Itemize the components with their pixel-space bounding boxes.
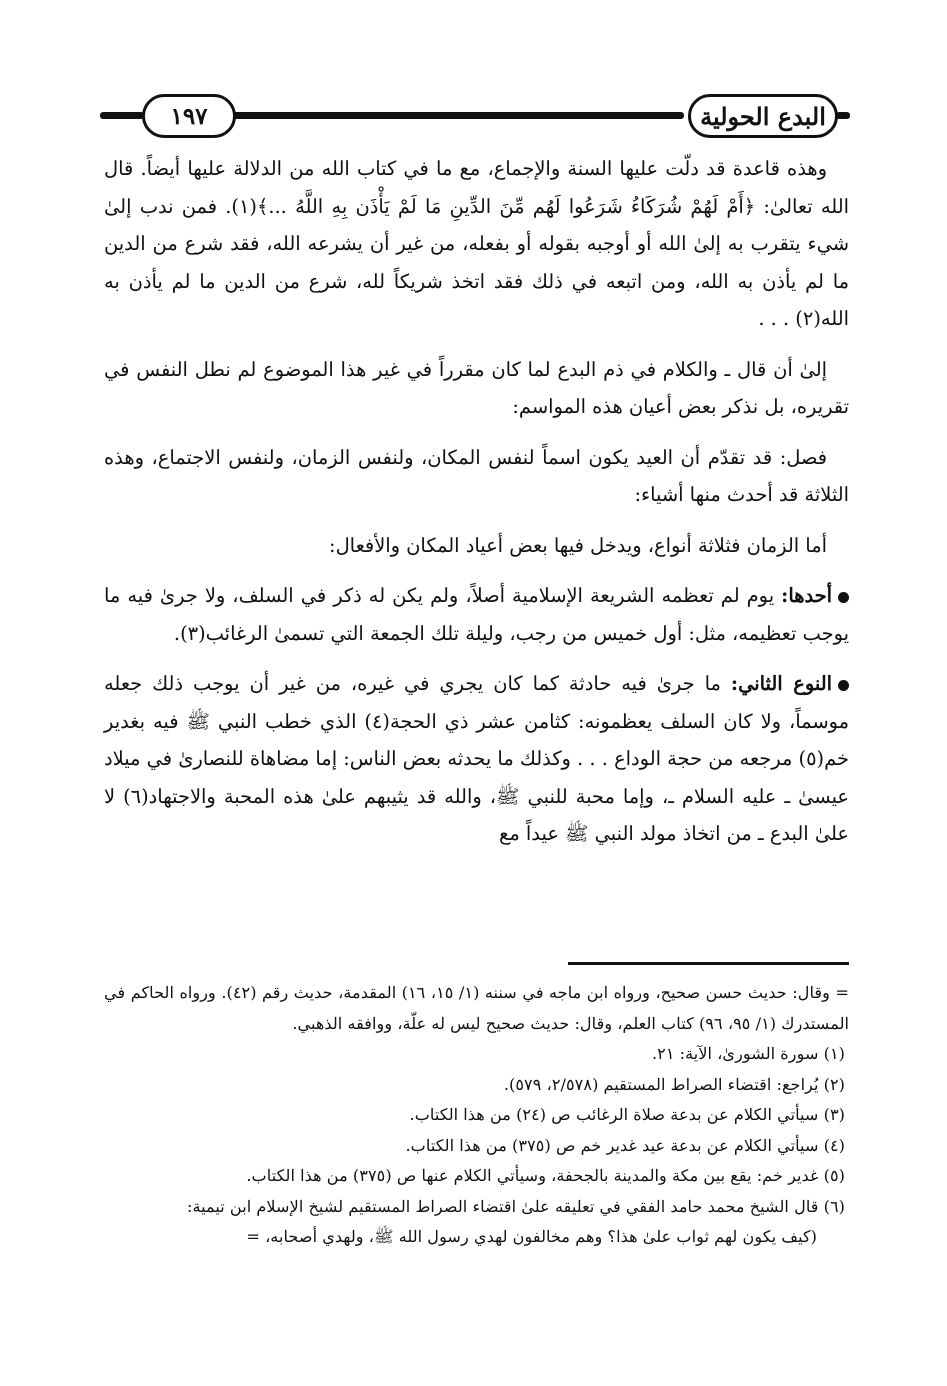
page-header — [100, 88, 850, 146]
paragraph-6-lead: النوع الثاني: — [730, 672, 832, 695]
page-number: ١٩٧ — [142, 94, 236, 138]
footnote-6: (٦) قال الشيخ محمد حامد الفقي في تعليقه علىٰ اقتضاء الصراط المستقيم لشيخ الإسلام ابن تيمية: — [186, 1196, 845, 1216]
paragraph-5-text: يوم لم تعظمه الشريعة الإسلامية أصلاً، ولم يكن له ذكر في السلف، ولا جرىٰ فيه ما يوجب تعظيمه، مثل: أول خميس من رجب، وليلة تلك الجمعة التي تسمىٰ الرغائب(٣). — [104, 584, 849, 645]
bullet-icon — [838, 592, 849, 603]
footnote-3: (٣) سيأتي الكلام عن بدعة صلاة الرغائب ص (٢٤) من هذا الكتاب. — [409, 1105, 845, 1124]
running-title: البدع الحولية — [688, 94, 838, 138]
footnote-5: (٥) غدير خم: يقع بين مكة والمدينة بالجحفة، وسيأتي الكلام عنها ص (٣٧٥) من هذا الكتاب. — [246, 1166, 845, 1185]
header-rule-left — [100, 112, 144, 119]
header-rule-middle — [232, 112, 684, 119]
paragraph-4: أما الزمان فثلاثة أنواع، ويدخل فيها بعض أعياد المكان والأفعال: — [329, 533, 827, 557]
paragraph-3: فصل: قد تقدّم أن العيد يكون اسماً لنفس المكان، ولنفس الزمان، ولنفس الاجتماع، وهذه الثلاثة قد أحدث منها أشياء: — [104, 445, 849, 506]
footnotes — [104, 978, 849, 1253]
footnote-1: (١) سورة الشورىٰ، الآية: ٢١. — [651, 1044, 845, 1063]
footnote-continuation: = وقال: حديث حسن صحيح، ورواه ابن ماجه في سننه (١/ ١٥، ١٦) المقدمة، حديث رقم (٤٢). ورواه الحاكم في المستدرك (١/ ٩٥، ٩٦) كتاب العلم، وقال: حديث صحيح ليس له علّة، ووافقه الذهبي. — [104, 983, 849, 1033]
main-text — [104, 150, 849, 866]
paragraph-6 — [104, 665, 849, 853]
footnote-separator — [568, 962, 849, 965]
header-rule-right — [836, 112, 850, 119]
footnote-4: (٤) سيأتي الكلام عن بدعة عيد غدير خم ص (٣٧٥) من هذا الكتاب. — [405, 1135, 845, 1155]
paragraph-6-text: ما جرىٰ فيه حادثة كما كان يجري في غيره، من غير أن يوجب ذلك جعله موسماً، ولا كان السلف يعظمونه: كثامن عشر ذي الحجة(٤) الذي خطب النبي ﷺ فيه بغدير خم(٥) مرجعه من حجة الوداع . . . وكذلك ما يحدثه بعض الناس: إما مضاهاة للنصارىٰ في ميلاد عيسىٰ ـ عليه السلام ـ، وإما محبة للنبي ﷺ، والله قد يثيبهم علىٰ هذه المحبة والاجتهاد(٦) لا علىٰ البدع ـ من اتخاذ مولد النبي ﷺ عيداً مع — [104, 672, 850, 845]
bullet-icon — [838, 680, 849, 691]
footnote-2: (٢) يُراجع: اقتضاء الصراط المستقيم (٢/٥٧٨، ٥٧٩). — [503, 1074, 845, 1094]
paragraph-2: إلىٰ أن قال ـ والكلام في ذم البدع لما كان مقرراً في غير هذا الموضوع لم نطل النفس في تقريره، بل نذكر بعض أعيان هذه المواسم: — [104, 357, 849, 418]
paragraph-1: وهذه قاعدة قد دلّت عليها السنة والإجماع، مع ما في كتاب الله من الدلالة عليها أيضاً. قال الله تعالىٰ: ﴿أَمْ لَهُمْ شُرَكَاءُ شَرَعُوا لَهُم مِّنَ الدِّينِ مَا لَمْ يَأْذَن بِهِ اللَّهُ ...﴾(١). فمن ندب إلىٰ شيء يتقرب به إلىٰ الله أو أوجبه بقوله أو بفعله، من غير أن يشرعه الله، فقد شرع من الدين ما لم يأذن به الله، ومن اتبعه في ذلك فقد اتخذ شريكاً لله، شرع من الدين ما لم يأذن به الله(٢) . . . — [104, 157, 849, 330]
paragraph-5 — [104, 577, 849, 652]
footnote-6-quote: (كيف يكون لهم ثواب علىٰ هذا؟ وهم مخالفون لهدي رسول الله ﷺ، ولهدي أصحابه، = — [246, 1227, 817, 1246]
paragraph-5-lead: أحدها: — [781, 584, 832, 607]
